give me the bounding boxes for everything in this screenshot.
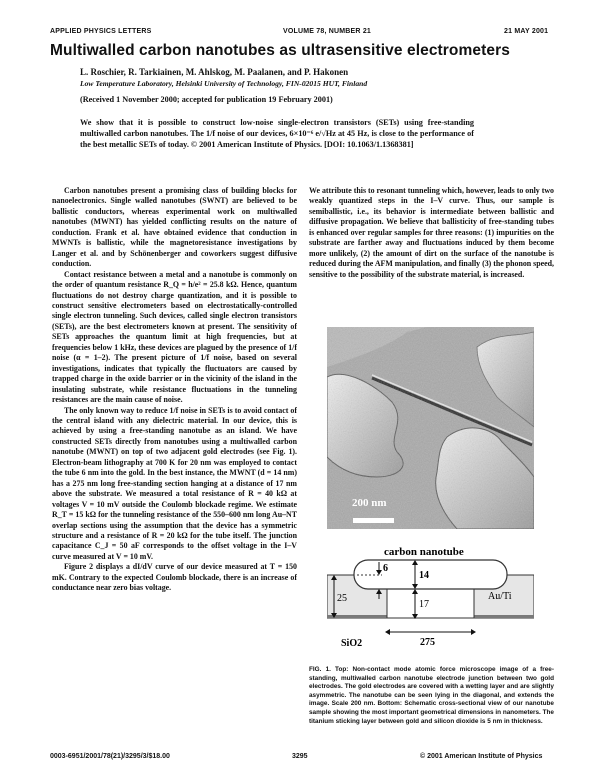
- dim-gap-width-label: 275: [420, 637, 435, 648]
- paragraph: Contact resistance between a metal and a nanotube is commonly on the order of quantum resistance R_Q = h/e² = 25.8 kΩ. Hence, quantum fluctuations do not destroy charge quantization, and it is possible to construct sensitive electrometers based on electrostatically-controlled single electron tunneling. Such devices, called single electron transistors (SETs), are the best electrometers known at present. The sensitivity of SETs approaches the quantum limit at high frequencies, but at frequencies below 1 kHz, these devices are plagued by the presence of 1/f noise (α = 1–2). The present picture of 1/f noise, based on several investigations, indicates that typically the fluctuators are caused by trapped charge in the oxide barrier or in the vicinity of the island in the insulating substrate, while resistance fluctuations in the tunneling resistances are the main cause of noise.: [52, 269, 297, 405]
- paragraph: We attribute this to resonant tunneling which, however, leads to only two weakly quantized steps in the I–V curve. Thus, our sample is semiballistic, i.e., its behavior is intermediate between ballistic and diffusive propagation. We believe that ballisticity of free-standing tubes is enhanced over regular samples for three reasons: (1) impurities on the substrate are farther away and fluctuations induced by them become more unlikely, (2) the amount of dirt on the surface of the nanotube is reduced during the AFM manipulation, and finally (3) the phonon speed, sensitive to the possibility of the substrate material, is increased.: [309, 186, 554, 279]
- author-list: L. Roschier, R. Tarkiainen, M. Ahlskog, M. Paalanen, and P. Hakonen: [80, 67, 349, 77]
- footer-code: 0003-6951/2001/78(21)/3295/3/$18.00: [50, 753, 170, 760]
- body-left-column: [52, 186, 297, 738]
- dim-electrode-height-label: 25: [337, 593, 347, 604]
- abstract: We show that it is possible to construct low-noise single-electron transistors (SETs) using free-standing multiwalled carbon nanotubes. The 1/f noise of our devices, 6×10⁻⁶ e/√Hz at 45 Hz, is close to the performance of the best metallic SETs of today. © 2001 American Institute of Physics. [DOI: 10.1063/1.1368381]: [80, 118, 474, 149]
- page-number: 3295: [292, 753, 308, 760]
- footer-copyright: © 2001 American Institute of Physics: [420, 753, 543, 760]
- substrate-label: SiO2: [341, 638, 363, 649]
- issue-date: 21 MAY 2001: [504, 28, 549, 35]
- journal-name: APPLIED PHYSICS LETTERS: [50, 28, 152, 35]
- figure-caption: FIG. 1. Top: Non-contact mode atomic force microscope image of a free-standing, multiwalled carbon nanotube electrode junction between two gold electrodes. The gold electrodes are covered with a wetting layer and are slightly asymmetric. The nanotube can be seen lying in the diagonal, and extends the image. Scale 200 nm. Bottom: Schematic cross-sectional view of our nanotube sample showing the most important geometrical dimensions in nanometers. The titanium sticking layer between gold and silicon dioxide is 5 nm in thickness.: [309, 666, 554, 725]
- paragraph: The only known way to reduce 1/f noise in SETs is to avoid contact of the central island with any dielectric material. In our device, this is achieved by using a free-standing nanotube as an island. We have constructed SETs directly from nanotubes using a multiwalled carbon nanotube (MWNT) on top of two adjacent gold electrodes (see Fig. 1). Electron-beam lithography at 700 K for 20 nm was employed to contact the tube 6 nm into the gold. In the best instance, the MWNT (d = 14 nm) has a 275 nm long free-standing section hanging at a distance of 17 nm above the substrate. We measured a total resistance of R = 40 kΩ at voltages V = 10 mV outside the Coulomb blockade regime. We estimate R_T = 15 kΩ for the tunneling resistance of the 550–600 nm long Au–NT overlap sections using the assumption that the device has a symmetric structure and a resistance of R = 20 kΩ for the tube itself. The junction capacitance C_J = 50 aF corresponds to the offset voltage in the I–V curve measured at V = 10 mV.: [52, 405, 297, 561]
- electrode-label: Au/Ti: [488, 591, 512, 602]
- dim-gap-height-label: 17: [419, 599, 429, 610]
- body-right-column: [309, 186, 554, 310]
- paragraph: Carbon nanotubes present a promising class of building blocks for nanoelectronics. Single walled nanotubes (SWNT) are believed to be ballistic conductors, whereas experimental work on multiwalled nanotubes (MWNT) has yielded conflicting results on the nature of conduction. Frank et al. have obtained evidence that conduction in MWNTs is ballistic, while the magnetoresistance investigations by Langer et al. and by Schönenberger and coworkers suggest diffusive conduction.: [52, 186, 297, 269]
- tube-label: carbon nanotube: [384, 546, 464, 558]
- scale-bar: [353, 518, 394, 523]
- figure-1: [327, 327, 534, 649]
- dim-overlap-label: 6: [383, 563, 388, 574]
- received-dates: (Received 1 November 2000; accepted for publication 19 February 2001): [80, 95, 333, 104]
- paragraph: Figure 2 displays a dI/dV curve of our device measured at T = 150 mK. Contrary to the expected Coulomb blockade, there is an increase of conductance near zero bias voltage.: [52, 562, 297, 593]
- affiliation: Low Temperature Laboratory, Helsinki University of Technology, FIN-02015 HUT, Finland: [80, 79, 368, 88]
- scale-bar-label: 200 nm: [352, 497, 387, 509]
- dim-diameter-label: 14: [419, 570, 429, 581]
- volume-number: VOLUME 78, NUMBER 21: [283, 28, 372, 35]
- device-schematic: [327, 529, 534, 649]
- article-title: Multiwalled carbon nanotubes as ultrasensitive electrometers: [50, 42, 510, 59]
- afm-image: [327, 327, 534, 529]
